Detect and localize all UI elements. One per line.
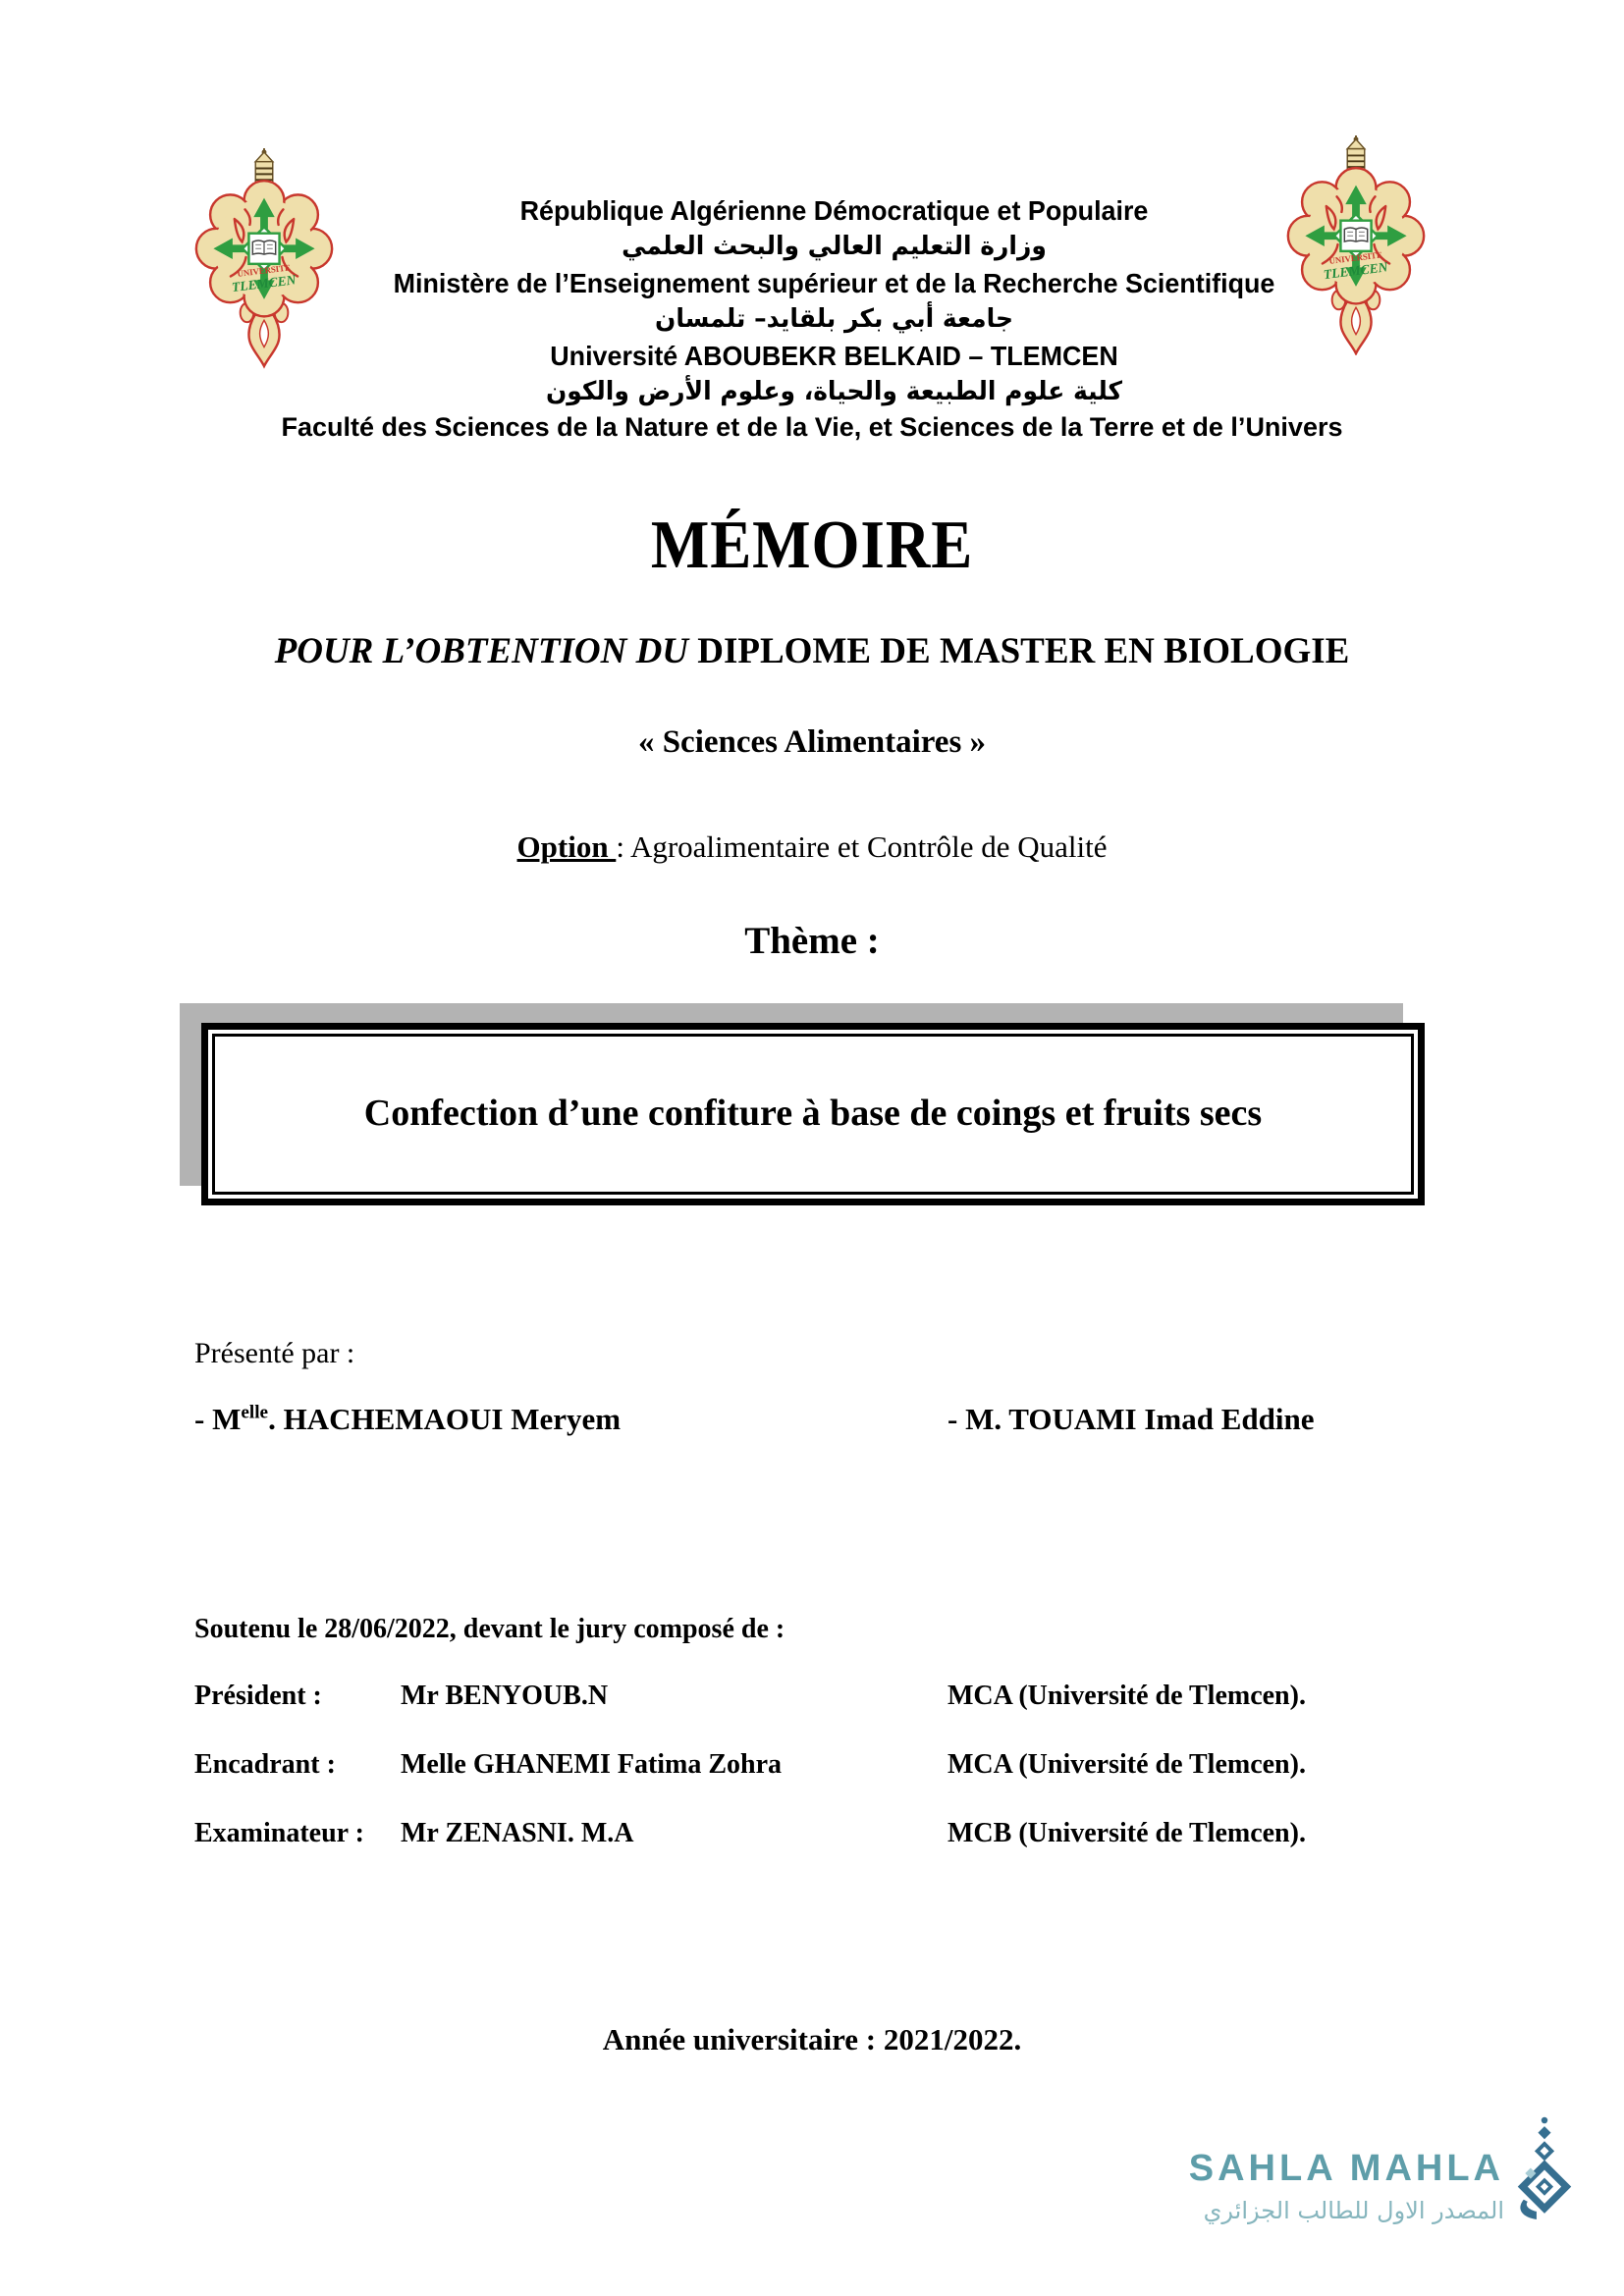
jury-row-encadrant [194, 1749, 1506, 1781]
university-line: Université ABOUBEKR BELKAID – TLEMCEN [550, 341, 1118, 371]
sahla-mahla-brand-text: SAHLA MAHLA [1188, 2148, 1504, 2189]
jury-intro-line: Soutenu le 28/06/2022, devant le jury composé de : [194, 1614, 785, 1644]
theme-heading: Thème : [744, 920, 880, 962]
jury-name: Melle GHANEMI Fatima Zohra [401, 1749, 783, 1780]
ministry-line: Ministère de l’Enseignement supérieur et de la Recherche Scientifique [393, 268, 1275, 298]
academic-year-line: Année universitaire : 2021/2022. [602, 2022, 1022, 2056]
jury-row-president [194, 1681, 1506, 1712]
jury-grade: MCA (Université de Tlemcen). [947, 1749, 1306, 1780]
university-tlemcen-emblem-icon [192, 147, 336, 369]
sahla-mahla-tagline-arabic: المصدر الاول للطالب الجزائري [1203, 2197, 1504, 2224]
ministry-line-arabic: وزارة التعليم العالي والبحث العلمي [622, 232, 1047, 261]
faculty-line: Faculté des Sciences de la Nature et de la Vie, et Sciences de la Terre et de l’Univers [281, 412, 1343, 442]
theme-title: Confection d’une confiture à base de coings et fruits secs [363, 1093, 1263, 1135]
option-label: Option [516, 829, 617, 864]
option-value: : Agroalimentaire et Contrôle de Qualité [616, 829, 1108, 864]
candidate-2: - M. TOUAMI Imad Eddine [947, 1402, 1315, 1436]
candidate-1-prefix: - M [194, 1402, 242, 1436]
degree-italic-part: POUR L’OBTENTION DU [274, 631, 689, 671]
option-line [0, 829, 1624, 865]
degree-line [0, 630, 1624, 672]
jury-grade: MCB (Université de Tlemcen). [947, 1818, 1306, 1848]
jury-name: Mr ZENASNI. M.A [401, 1818, 634, 1848]
jury-role: Encadrant : [194, 1749, 336, 1780]
theme-box-inner-border [212, 1034, 1414, 1195]
presented-by-label: Présenté par : [194, 1337, 355, 1369]
candidates-row [194, 1402, 1477, 1437]
speciality-line: « Sciences Alimentaires » [637, 724, 987, 760]
university-line-arabic: جامعة أبي بكر بلقايد– تلمسان [655, 304, 1013, 334]
institution-header [339, 192, 1329, 410]
jury-role: Président : [194, 1681, 322, 1711]
sahla-mahla-logo-icon [1509, 2116, 1580, 2220]
faculty-line-arabic: كلية علوم الطبيعة والحياة، وعلوم الأرض والكون [545, 377, 1123, 406]
degree-bold-part: DIPLOME DE MASTER EN BIOLOGIE [688, 631, 1350, 671]
jury-row-examinateur [194, 1818, 1506, 1849]
candidate-1 [194, 1402, 621, 1436]
document-title: MÉMOIRE [650, 507, 974, 583]
jury-grade: MCA (Université de Tlemcen). [947, 1681, 1306, 1711]
jury-role: Examinateur : [194, 1818, 364, 1848]
theme-box [201, 1023, 1425, 1205]
republic-line: République Algérienne Démocratique et Populaire [519, 195, 1149, 226]
jury-name: Mr BENYOUB.N [401, 1681, 609, 1711]
candidate-1-superscript: elle [241, 1402, 269, 1423]
candidate-1-name: . HACHEMAOUI Meryem [268, 1402, 622, 1436]
